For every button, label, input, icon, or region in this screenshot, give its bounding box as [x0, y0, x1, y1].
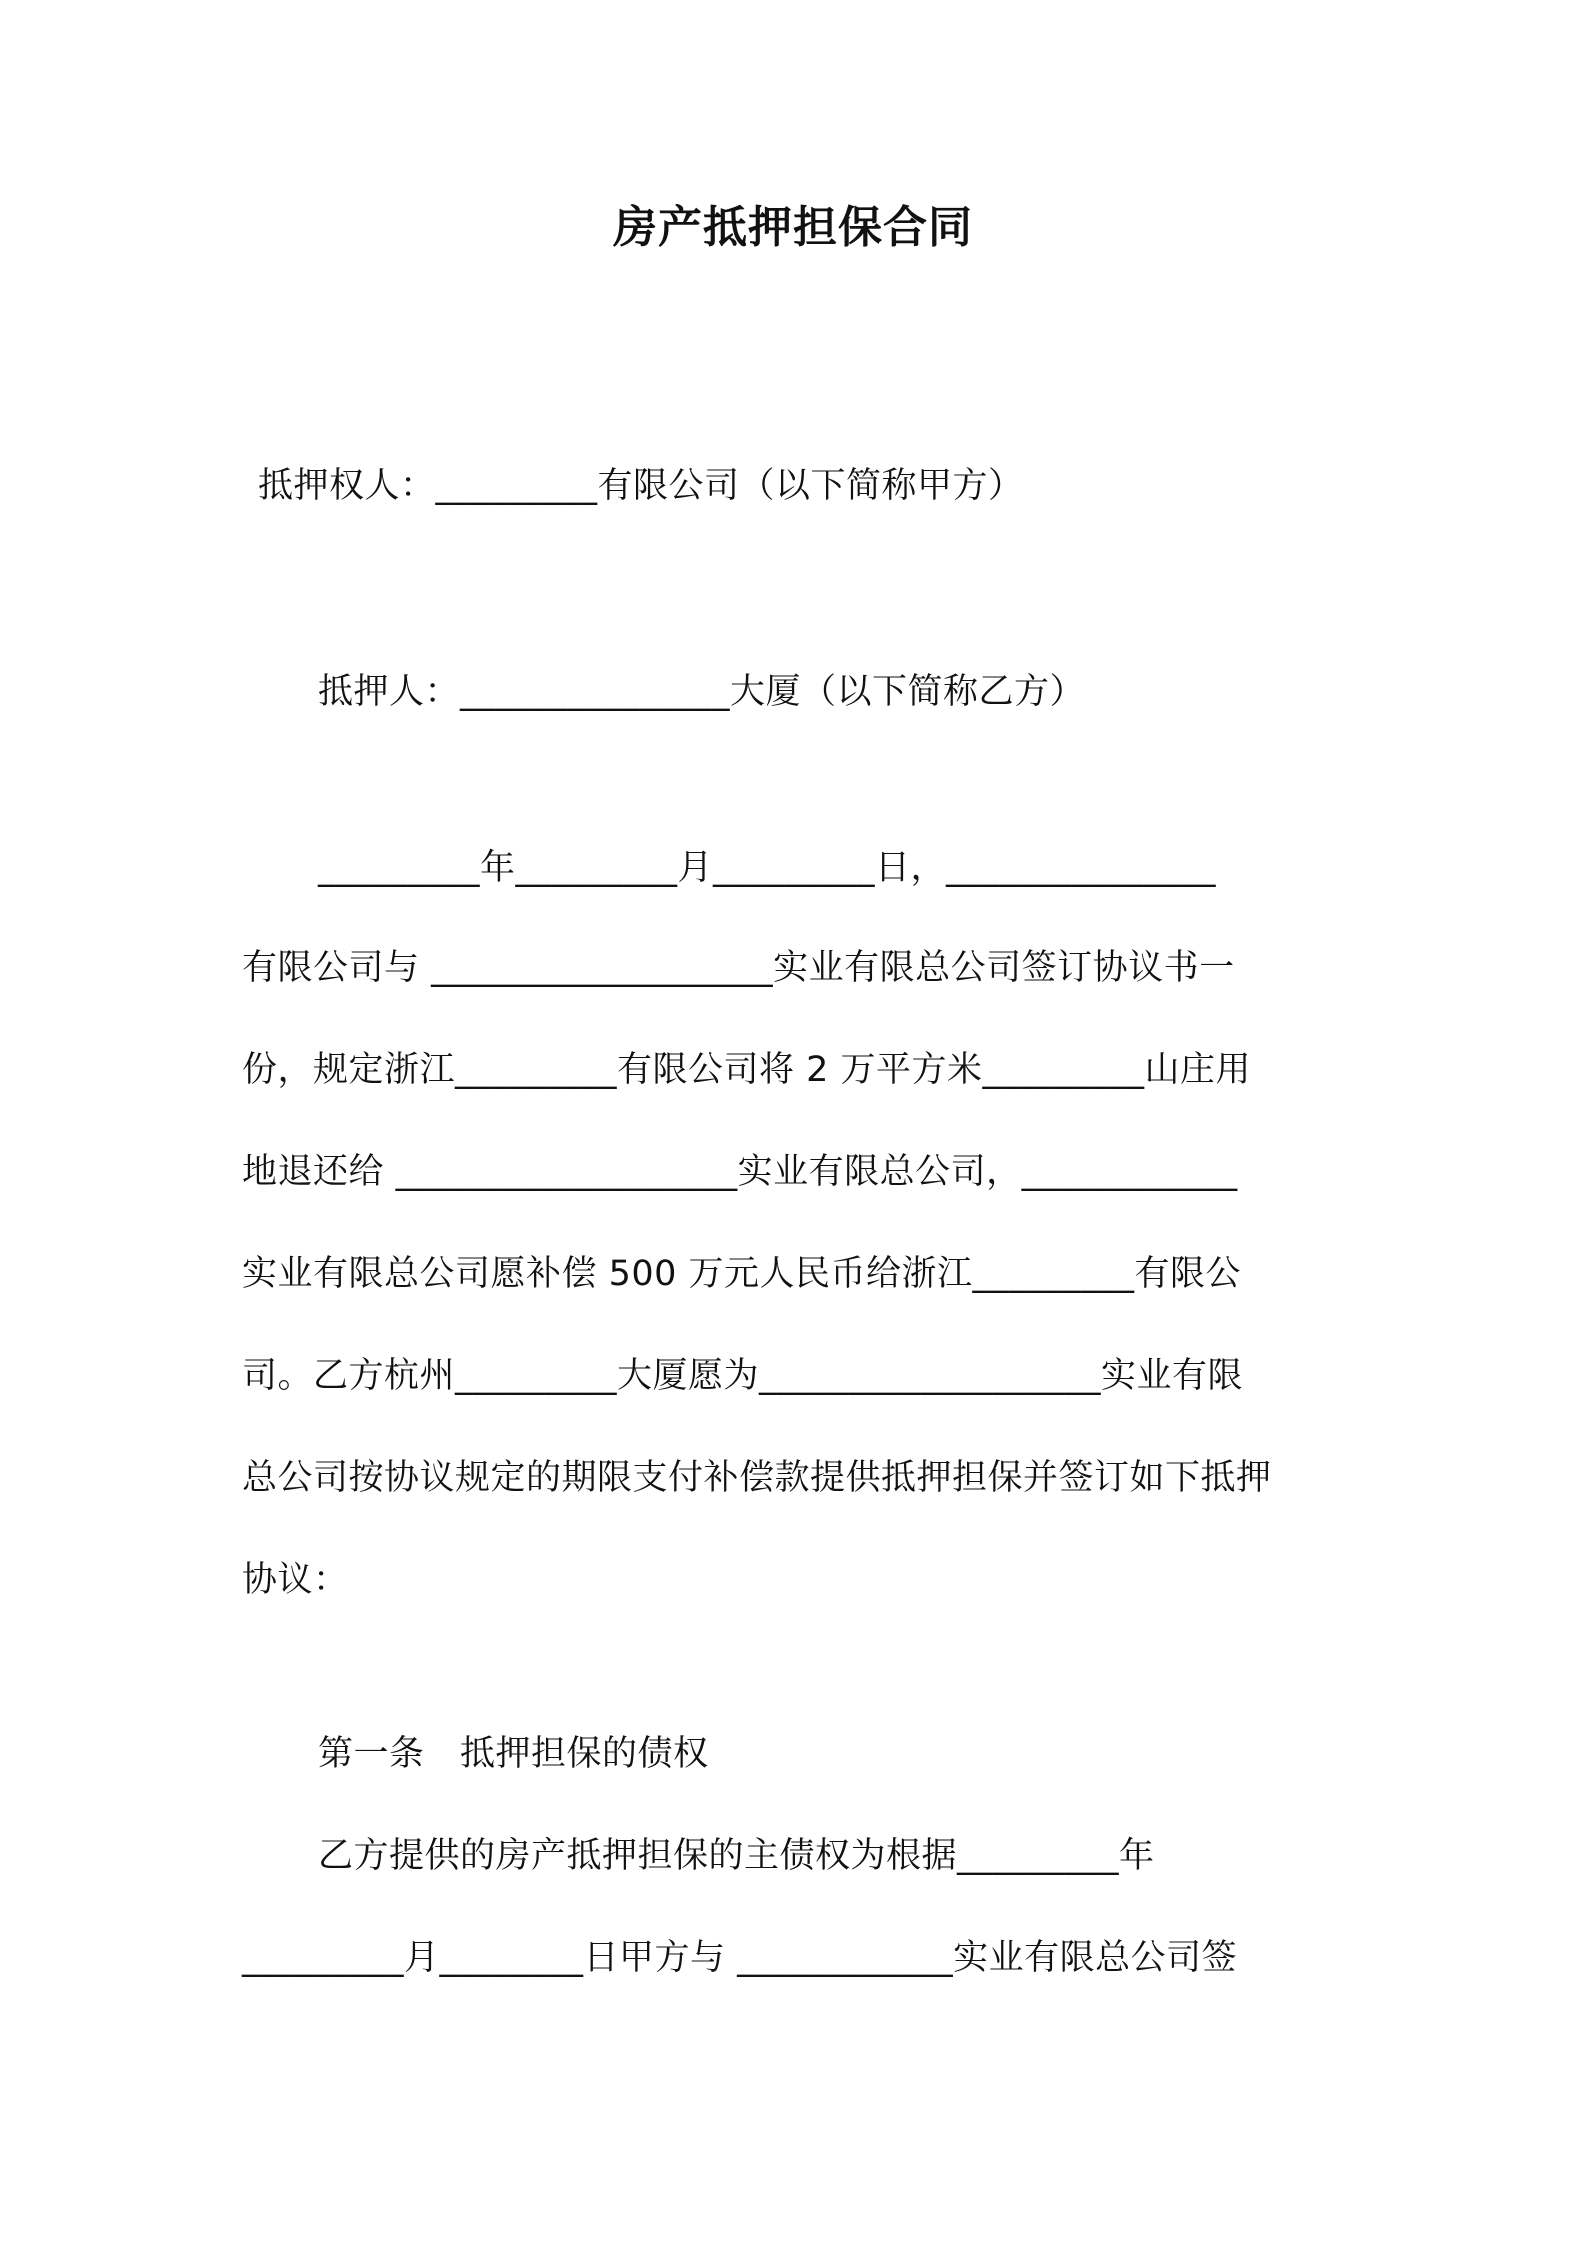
body-line: 乙方提供的房产抵押担保的主债权为根据_________年 — [318, 1836, 1155, 1876]
body-line: 有限公司与 ___________________实业有限总公司签订协议书一 — [242, 948, 1235, 988]
document-title: 房产抵押担保合同 — [613, 202, 973, 253]
mortgagor-line: 抵押人：_______________大厦（以下简称乙方） — [318, 672, 1086, 712]
body-line: 协议： — [242, 1560, 349, 1600]
mortgagee-line: 抵押权人：_________有限公司（以下简称甲方） — [258, 466, 1024, 506]
body-line: 总公司按协议规定的期限支付补偿款提供抵押担保并签订如下抵押 — [242, 1458, 1272, 1498]
body-line: _________月________日甲方与 ____________实业有限总公司签 — [242, 1938, 1238, 1978]
body-line: 份，规定浙江_________有限公司将 2 万平方米_________山庄用 — [242, 1050, 1252, 1090]
body-line: 实业有限总公司愿补偿 500 万元人民币给浙江_________有限公 — [242, 1254, 1242, 1294]
article-heading: 第一条 抵押担保的债权 — [318, 1734, 709, 1774]
body-line: 地退还给 ___________________实业有限总公司，____________ — [242, 1152, 1238, 1192]
body-line: _________年_________月_________日，_______________ — [318, 848, 1217, 888]
body-line: 司。乙方杭州_________大厦愿为___________________实业有限 — [242, 1356, 1244, 1396]
